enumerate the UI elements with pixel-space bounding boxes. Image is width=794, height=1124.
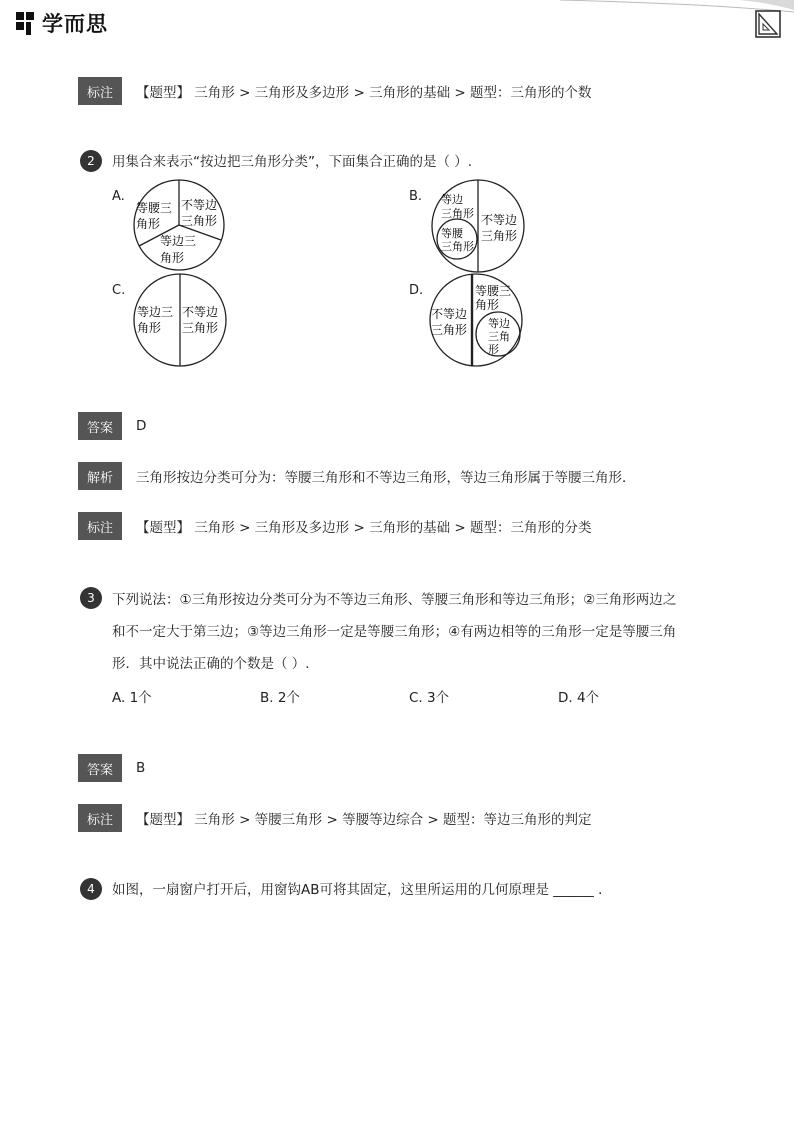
choice-d: D. 4个	[558, 690, 600, 706]
diagram-d-text: 等腰三	[475, 284, 512, 298]
analysis-text: 三角形按边分类可分为：等腰三角形和不等边三角形，等边三角形属于等腰三角形．	[136, 470, 636, 486]
diagram-a-text: 三角形	[181, 214, 218, 228]
diagram-d-text: 角形	[475, 298, 500, 312]
tag-label: 标注	[78, 804, 122, 832]
answer-tag: 答案	[78, 754, 122, 782]
diagram-d-text: 等边	[488, 317, 510, 330]
option-a-label: A.	[112, 189, 125, 204]
diagram-b-text: 不等边	[481, 213, 518, 227]
diagram-d-text: 三角形	[431, 323, 468, 337]
logo-mark-icon	[16, 10, 38, 36]
analysis-row-q2	[78, 462, 636, 490]
diagram-c-text: 等边三	[137, 305, 174, 319]
option-d-label: D.	[409, 283, 424, 298]
question-text: 如图，一扇窗户打开后，用窗钩AB可将其固定，这里所运用的几何原理是 ______ ．	[112, 882, 612, 898]
tag-row-1	[78, 77, 591, 105]
diagram-d-text: 三角	[488, 330, 510, 343]
diagram-a-text: 不等边	[181, 198, 218, 212]
diagram-b-text: 等腰	[441, 227, 463, 240]
set-diagram-d	[428, 272, 526, 370]
diagram-d-text: 不等边	[431, 307, 468, 321]
analysis-tag: 解析	[78, 462, 122, 490]
diagram-c-text: 不等边	[182, 305, 219, 319]
answer-row-q3	[78, 754, 145, 782]
question-text: 用集合来表示“按边把三角形分类”，下面集合正确的是（ ）.	[112, 154, 473, 170]
question-text-line: 和不一定大于第三边；③等边三角形一定是等腰三角形；④有两边相等的三角形一定是等腰三角	[112, 624, 677, 640]
diagram-b-text: 三角形	[481, 229, 518, 243]
diagram-a-text: 等边三	[160, 234, 197, 248]
question-number: 3	[80, 587, 102, 609]
diagram-a-text: 等腰三	[136, 201, 173, 215]
diagram-a-text: 角形	[160, 251, 185, 265]
diagram-a-text: 角形	[136, 217, 161, 231]
question-number: 4	[80, 878, 102, 900]
set-diagram-a	[132, 178, 228, 272]
diagram-d-text: 形	[488, 343, 499, 356]
answer-text: B	[136, 760, 146, 776]
question-text-line: 形．其中说法正确的个数是（ ）.	[112, 656, 310, 672]
set-diagram-b	[430, 178, 526, 274]
tag-label: 标注	[78, 512, 122, 540]
ruler-triangle-icon	[755, 10, 781, 38]
logo-text: 学而思	[42, 12, 108, 36]
tag-text: 【题型】 三角形 > 三角形及多边形 > 三角形的基础 > 题型：三角形的分类	[136, 520, 592, 536]
tag-label: 标注	[78, 77, 122, 105]
diagram-c-text: 三角形	[182, 321, 219, 335]
question-number: 2	[80, 150, 102, 172]
choice-c: C. 3个	[409, 690, 450, 706]
diagram-c-text: 角形	[137, 321, 162, 335]
question-text-line: 下列说法：①三角形按边分类可分为不等边三角形、等腰三角形和等边三角形；②三角形两边之	[112, 592, 677, 608]
set-diagram-c	[132, 272, 228, 368]
diagram-b-text: 三角形	[441, 207, 474, 220]
option-c-label: C.	[112, 283, 126, 298]
diagram-b-text: 三角形	[441, 240, 474, 253]
answer-text: D	[136, 418, 147, 434]
logo	[16, 8, 108, 38]
option-b-label: B.	[409, 189, 423, 204]
tag-text: 【题型】 三角形 > 等腰三角形 > 等腰等边综合 > 题型：等边三角形的判定	[136, 812, 592, 828]
tag-row-q3	[78, 804, 591, 832]
answer-tag: 答案	[78, 412, 122, 440]
answer-row-q2	[78, 412, 146, 440]
diagram-b-text: 等边	[441, 193, 463, 206]
choice-b: B. 2个	[260, 690, 300, 706]
tag-row-q2	[78, 512, 591, 540]
tag-text: 【题型】 三角形 > 三角形及多边形 > 三角形的基础 > 题型：三角形的个数	[136, 85, 592, 101]
choice-a: A. 1个	[112, 690, 152, 706]
